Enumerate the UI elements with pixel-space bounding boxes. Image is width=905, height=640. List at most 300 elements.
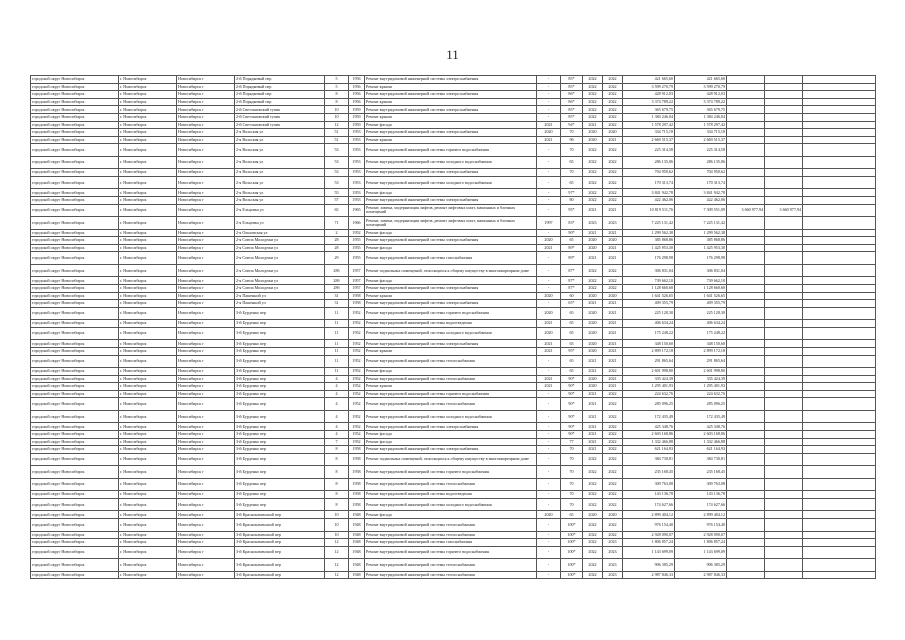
start-year-cell: 2020: [583, 383, 603, 391]
start-year-cell: 2020: [583, 129, 603, 137]
table-row: [31, 98, 876, 106]
house-cell: 53: [325, 176, 349, 189]
settlement-cell: г. Новосибирск: [119, 320, 177, 328]
year-cell: 1958: [349, 478, 365, 491]
empty-cell: [803, 113, 876, 121]
street-cell: 3-й Бурденко пер: [235, 320, 325, 328]
empty-cell: [803, 252, 876, 265]
extra-cost2-cell: [765, 438, 803, 446]
locality-cell: Новосибирск г: [177, 423, 235, 431]
year-cell: 1958: [349, 453, 365, 466]
end-year-cell: 2022: [603, 531, 623, 539]
end-year-cell: 2022: [603, 453, 623, 466]
extra-cost-cell: [727, 252, 765, 265]
prev-repair-cell: -: [537, 571, 561, 579]
street-cell: 3-й Бурденко пер: [235, 453, 325, 466]
fund-cost-cell: 1 143 699,09: [675, 546, 727, 559]
street-cell: 3-й Бурденко пер: [235, 466, 325, 479]
wear-cell: 90*: [561, 375, 583, 383]
start-year-cell: 2022: [583, 453, 603, 466]
year-cell: 1952: [349, 229, 365, 237]
extra-cost-cell: [727, 531, 765, 539]
settlement-cell: г. Новосибирск: [119, 355, 177, 368]
house-cell: 28б: [325, 285, 349, 293]
municipality-cell: городской округ Новосибирск: [31, 398, 119, 411]
extra-cost-cell: [727, 347, 765, 355]
start-year-cell: 2022: [583, 98, 603, 106]
table-row: [31, 113, 876, 121]
house-cell: 28: [325, 244, 349, 252]
end-year-cell: 2021: [603, 244, 623, 252]
work-type-cell: Ремонт внутридомовой инженерной системы горячего водоснабжения: [365, 144, 537, 157]
house-cell: 10: [325, 531, 349, 539]
street-cell: 2-я Ельцовка ул: [235, 204, 325, 217]
house-cell: 4: [325, 375, 349, 383]
end-year-cell: 2023: [603, 571, 623, 579]
locality-cell: Новосибирск г: [177, 559, 235, 572]
settlement-cell: г. Новосибирск: [119, 519, 177, 532]
year-cell: 1948: [349, 531, 365, 539]
extra-cost-cell: [727, 498, 765, 511]
settlement-cell: г. Новосибирск: [119, 76, 177, 84]
total-cost-cell: 335 424,39: [623, 375, 675, 383]
total-cost-cell: 1 128 660,60: [623, 285, 675, 293]
street-cell: 2-я Вольская ул: [235, 197, 325, 205]
work-type-cell: Ремонт крыши: [365, 136, 537, 144]
house-cell: 5: [325, 83, 349, 91]
locality-cell: Новосибирск г: [177, 340, 235, 348]
empty-cell: [803, 466, 876, 479]
locality-cell: Новосибирск г: [177, 237, 235, 245]
fund-cost-cell: 2 899 172,18: [675, 347, 727, 355]
house-cell: 10: [325, 106, 349, 114]
extra-cost-cell: [727, 571, 765, 579]
municipality-cell: городской округ Новосибирск: [31, 559, 119, 572]
house-cell: 57: [325, 197, 349, 205]
year-cell: 1958: [349, 491, 365, 499]
work-type-cell: Ремонт внутридомовой инженерной системы холодного водоснабжения: [365, 498, 537, 511]
locality-cell: Новосибирск г: [177, 76, 235, 84]
fund-cost-cell: 1 806 857,24: [675, 539, 727, 547]
wear-cell: 70: [561, 453, 583, 466]
fund-cost-cell: 224 632,76: [675, 390, 727, 398]
house-cell: 10: [325, 519, 349, 532]
settlement-cell: г. Новосибирск: [119, 398, 177, 411]
end-year-cell: 2021: [603, 229, 623, 237]
settlement-cell: г. Новосибирск: [119, 491, 177, 499]
total-cost-cell: 175 248,22: [623, 327, 675, 340]
work-type-cell: Ремонт внутридомовой инженерной системы водоотведения: [365, 491, 537, 499]
total-cost-cell: 235 168,45: [623, 466, 675, 479]
empty-cell: [803, 531, 876, 539]
municipality-cell: городской округ Новосибирск: [31, 264, 119, 277]
municipality-cell: городской округ Новосибирск: [31, 244, 119, 252]
work-type-cell: Ремонт внутридомовой инженерной системы холодного водоснабжения: [365, 327, 537, 340]
work-type-cell: Ремонт внутридомовой инженерной системы электроснабжения: [365, 169, 537, 177]
total-cost-cell: 425 348,76: [623, 423, 675, 431]
house-cell: 31: [325, 292, 349, 300]
work-type-cell: Ремонт фасада: [365, 511, 537, 519]
settlement-cell: г. Новосибирск: [119, 264, 177, 277]
fund-cost-cell: 739 662,10: [675, 277, 727, 285]
extra-cost-cell: [727, 91, 765, 99]
prev-repair-cell: 2021: [537, 320, 561, 328]
municipality-cell: городской округ Новосибирск: [31, 368, 119, 376]
house-cell: 11: [325, 307, 349, 320]
municipality-cell: городской округ Новосибирск: [31, 217, 119, 230]
settlement-cell: г. Новосибирск: [119, 106, 177, 114]
work-type-cell: Ремонт внутридомовой инженерной системы теплоснабжения: [365, 519, 537, 532]
empty-cell: [803, 121, 876, 129]
total-cost-cell: 621 164,93: [623, 446, 675, 454]
extra-cost2-cell: [765, 144, 803, 157]
street-cell: 2-я Союза Молодежи ул: [235, 277, 325, 285]
extra-cost2-cell: [765, 519, 803, 532]
empty-cell: [803, 176, 876, 189]
fund-cost-cell: 2 928 090,07: [675, 531, 727, 539]
wear-cell: 100*: [561, 519, 583, 532]
prev-repair-cell: -: [537, 204, 561, 217]
work-type-cell: Ремонт внутридомовой инженерной системы холодного водоснабжения: [365, 410, 537, 423]
empty-cell: [803, 390, 876, 398]
extra-cost-cell: [727, 307, 765, 320]
start-year-cell: 2022: [583, 491, 603, 499]
extra-cost2-cell: [765, 423, 803, 431]
empty-cell: [803, 410, 876, 423]
municipality-cell: городской округ Новосибирск: [31, 438, 119, 446]
house-cell: 11: [325, 355, 349, 368]
end-year-cell: 2022: [603, 478, 623, 491]
table-row: [31, 539, 876, 547]
total-cost-cell: 172 435,49: [623, 410, 675, 423]
start-year-cell: 2020: [583, 237, 603, 245]
year-cell: 1956: [349, 91, 365, 99]
street-cell: 3-й Бурденко пер: [235, 368, 325, 376]
prev-repair-cell: -: [537, 285, 561, 293]
year-cell: 1959: [349, 121, 365, 129]
prev-repair-cell: 2020: [537, 129, 561, 137]
work-type-cell: Ремонт внутридомовой инженерной системы холодного водоснабжения: [365, 176, 537, 189]
locality-cell: Новосибирск г: [177, 121, 235, 129]
wear-cell: 85*: [561, 106, 583, 114]
work-type-cell: Ремонт внутридомовой инженерной системы холодного водоснабжения: [365, 156, 537, 169]
settlement-cell: г. Новосибирск: [119, 83, 177, 91]
work-type-cell: Ремонт фасада: [365, 438, 537, 446]
municipality-cell: городской округ Новосибирск: [31, 423, 119, 431]
street-cell: 2-я Вольская ул: [235, 129, 325, 137]
settlement-cell: г. Новосибирск: [119, 559, 177, 572]
settlement-cell: г. Новосибирск: [119, 327, 177, 340]
locality-cell: Новосибирск г: [177, 156, 235, 169]
end-year-cell: 2022: [603, 423, 623, 431]
capital-repair-table: [30, 75, 876, 579]
table-row: [31, 431, 876, 439]
prev-repair-cell: -: [537, 546, 561, 559]
house-cell: 51: [325, 129, 349, 137]
end-year-cell: 2022: [603, 144, 623, 157]
house-cell: 4: [325, 423, 349, 431]
empty-cell: [803, 511, 876, 519]
year-cell: 1953: [349, 176, 365, 189]
locality-cell: Новосибирск г: [177, 217, 235, 230]
end-year-cell: 2022: [603, 410, 623, 423]
end-year-cell: 2022: [603, 176, 623, 189]
street-cell: 3-й Бурденко пер: [235, 478, 325, 491]
extra-cost2-cell: [765, 217, 803, 230]
prev-repair-cell: -: [537, 106, 561, 114]
locality-cell: Новосибирск г: [177, 539, 235, 547]
locality-cell: Новосибирск г: [177, 478, 235, 491]
settlement-cell: г. Новосибирск: [119, 229, 177, 237]
work-type-cell: Ремонт внутридомовой инженерной системы теплоснабжения: [365, 478, 537, 491]
table-row: [31, 307, 876, 320]
total-cost-cell: 309 763,08: [623, 478, 675, 491]
empty-cell: [803, 340, 876, 348]
year-cell: 1952: [349, 398, 365, 411]
year-cell: 1952: [349, 320, 365, 328]
municipality-cell: городской округ Новосибирск: [31, 410, 119, 423]
table-row: [31, 252, 876, 265]
work-type-cell: Ремонт подвальных помещений, относящихся к общему имуществу в многоквартирном доме: [365, 453, 537, 466]
end-year-cell: 2022: [603, 491, 623, 499]
municipality-cell: городской округ Новосибирск: [31, 390, 119, 398]
table-row: [31, 244, 876, 252]
extra-cost-cell: [727, 539, 765, 547]
extra-cost2-cell: [765, 264, 803, 277]
prev-repair-cell: -: [537, 91, 561, 99]
prev-repair-cell: 2020: [537, 292, 561, 300]
total-cost-cell: 7 225 131,42: [623, 217, 675, 230]
locality-cell: Новосибирск г: [177, 98, 235, 106]
total-cost-cell: 1 641 526,65: [623, 292, 675, 300]
total-cost-cell: 739 662,10: [623, 277, 675, 285]
work-type-cell: Ремонт фасада: [365, 229, 537, 237]
fund-cost-cell: 1 332 466,88: [675, 438, 727, 446]
municipality-cell: городской округ Новосибирск: [31, 156, 119, 169]
street-cell: 2-я Вольская ул: [235, 176, 325, 189]
extra-cost2-cell: [765, 156, 803, 169]
table-row: [31, 375, 876, 383]
wear-cell: 97*: [561, 189, 583, 197]
total-cost-cell: 406 634,24: [623, 320, 675, 328]
fund-cost-cell: 1 299 562,38: [675, 229, 727, 237]
total-cost-cell: 976 154,40: [623, 519, 675, 532]
settlement-cell: г. Новосибирск: [119, 169, 177, 177]
house-cell: 28: [325, 237, 349, 245]
street-cell: 2-я Вольская ул: [235, 169, 325, 177]
street-cell: 3-й Бурденко пер: [235, 398, 325, 411]
table-row: [31, 491, 876, 499]
table-row: [31, 136, 876, 144]
extra-cost2-cell: [765, 383, 803, 391]
work-type-cell: Ремонт внутридомовой инженерной системы электроснабжения: [365, 91, 537, 99]
wear-cell: 100*: [561, 539, 583, 547]
year-cell: 1952: [349, 347, 365, 355]
total-cost-cell: 2 987 846,33: [623, 571, 675, 579]
street-cell: 2-я Союза Молодежи ул: [235, 244, 325, 252]
settlement-cell: г. Новосибирск: [119, 204, 177, 217]
prev-repair-cell: -: [537, 559, 561, 572]
extra-cost-cell: [727, 519, 765, 532]
work-type-cell: Ремонт внутридомовой инженерной системы горячего водоснабжения: [365, 466, 537, 479]
start-year-cell: 2022: [583, 519, 603, 532]
wear-cell: 85*: [561, 83, 583, 91]
fund-cost-cell: 2 669 515,37: [675, 136, 727, 144]
year-cell: 1952: [349, 438, 365, 446]
municipality-cell: городской округ Новосибирск: [31, 197, 119, 205]
extra-cost2-cell: [765, 292, 803, 300]
municipality-cell: городской округ Новосибирск: [31, 307, 119, 320]
fund-cost-cell: 306 831,04: [675, 264, 727, 277]
table-row: [31, 76, 876, 84]
wear-cell: 100*: [561, 546, 583, 559]
work-type-cell: Ремонт внутридомовой инженерной системы электроснабжения: [365, 76, 537, 84]
extra-cost-cell: [727, 197, 765, 205]
fund-cost-cell: 1 578 297,42: [675, 121, 727, 129]
settlement-cell: г. Новосибирск: [119, 300, 177, 308]
extra-cost-cell: [727, 121, 765, 129]
settlement-cell: г. Новосибирск: [119, 453, 177, 466]
prev-repair-cell: 2020: [537, 237, 561, 245]
work-type-cell: Ремонт внутридомовой инженерной системы электроснабжения: [365, 237, 537, 245]
extra-cost-cell: [727, 237, 765, 245]
municipality-cell: городской округ Новосибирск: [31, 98, 119, 106]
wear-cell: 100*: [561, 531, 583, 539]
extra-cost2-cell: [765, 136, 803, 144]
locality-cell: Новосибирск г: [177, 277, 235, 285]
table-row: [31, 478, 876, 491]
house-cell: 28б: [325, 264, 349, 277]
extra-cost2-cell: [765, 491, 803, 499]
prev-repair-cell: -: [537, 438, 561, 446]
fund-cost-cell: 175 248,22: [675, 327, 727, 340]
start-year-cell: 2022: [583, 113, 603, 121]
work-type-cell: Ремонт, замена, модернизация лифтов, ремонт лифтовых шахт, машинных и блочных помещений: [365, 217, 537, 230]
house-cell: 4: [325, 410, 349, 423]
prev-repair-cell: -: [537, 423, 561, 431]
settlement-cell: г. Новосибирск: [119, 431, 177, 439]
fund-cost-cell: 385 868,86: [675, 237, 727, 245]
municipality-cell: городской округ Новосибирск: [31, 292, 119, 300]
municipality-cell: городской округ Новосибирск: [31, 519, 119, 532]
wear-cell: 65: [561, 368, 583, 376]
locality-cell: Новосибирск г: [177, 431, 235, 439]
municipality-cell: городской округ Новосибирск: [31, 531, 119, 539]
fund-cost-cell: 704 950,62: [675, 169, 727, 177]
end-year-cell: 2020: [603, 237, 623, 245]
municipality-cell: городской округ Новосибирск: [31, 229, 119, 237]
extra-cost-cell: [727, 300, 765, 308]
start-year-cell: 2022: [583, 559, 603, 572]
start-year-cell: 2022: [583, 478, 603, 491]
total-cost-cell: 170 313,74: [623, 176, 675, 189]
year-cell: 1948: [349, 546, 365, 559]
settlement-cell: г. Новосибирск: [119, 478, 177, 491]
municipality-cell: городской округ Новосибирск: [31, 169, 119, 177]
end-year-cell: 2023: [603, 546, 623, 559]
end-year-cell: 2022: [603, 446, 623, 454]
end-year-cell: 2022: [603, 76, 623, 84]
prev-repair-cell: -: [537, 478, 561, 491]
end-year-cell: 2023: [603, 217, 623, 230]
end-year-cell: 2021: [603, 136, 623, 144]
fund-cost-cell: 348 150,60: [675, 340, 727, 348]
table-row: [31, 300, 876, 308]
wear-cell: 70: [561, 169, 583, 177]
empty-cell: [803, 156, 876, 169]
extra-cost2-cell: [765, 347, 803, 355]
work-type-cell: Ремонт внутридомовой инженерной системы теплоснабжения: [365, 531, 537, 539]
extra-cost2-cell: [765, 176, 803, 189]
settlement-cell: г. Новосибирск: [119, 244, 177, 252]
locality-cell: Новосибирск г: [177, 546, 235, 559]
total-cost-cell: 704 950,62: [623, 169, 675, 177]
start-year-cell: 2022: [583, 156, 603, 169]
municipality-cell: городской округ Новосибирск: [31, 189, 119, 197]
municipality-cell: городской округ Новосибирск: [31, 571, 119, 579]
total-cost-cell: 291 865,64: [623, 355, 675, 368]
work-type-cell: Ремонт фасада: [365, 277, 537, 285]
extra-cost2-cell: [765, 129, 803, 137]
work-type-cell: Ремонт внутридомовой инженерной системы газоснабжения: [365, 252, 537, 265]
start-year-cell: 2022: [583, 176, 603, 189]
extra-cost-cell: [727, 559, 765, 572]
locality-cell: Новосибирск г: [177, 144, 235, 157]
extra-cost-cell: [727, 431, 765, 439]
extra-cost-cell: [727, 390, 765, 398]
municipality-cell: городской округ Новосибирск: [31, 106, 119, 114]
extra-cost-cell: [727, 277, 765, 285]
year-cell: 1959: [349, 113, 365, 121]
table-row: [31, 546, 876, 559]
street-cell: 2-я Ольховская ул: [235, 229, 325, 237]
wear-cell: 70: [561, 129, 583, 137]
street-cell: 3-й Краснокаменский пер: [235, 546, 325, 559]
start-year-cell: 2022: [583, 76, 603, 84]
municipality-cell: городской округ Новосибирск: [31, 204, 119, 217]
empty-cell: [803, 264, 876, 277]
settlement-cell: г. Новосибирск: [119, 277, 177, 285]
municipality-cell: городской округ Новосибирск: [31, 76, 119, 84]
locality-cell: Новосибирск г: [177, 390, 235, 398]
locality-cell: Новосибирск г: [177, 113, 235, 121]
empty-cell: [803, 217, 876, 230]
end-year-cell: 2021: [603, 204, 623, 217]
street-cell: 3-й Краснокаменский пер: [235, 531, 325, 539]
fund-cost-cell: 422 462,06: [675, 197, 727, 205]
extra-cost-cell: [727, 244, 765, 252]
locality-cell: Новосибирск г: [177, 106, 235, 114]
empty-cell: [803, 197, 876, 205]
year-cell: 1965: [349, 204, 365, 217]
extra-cost2-cell: [765, 375, 803, 383]
settlement-cell: г. Новосибирск: [119, 129, 177, 137]
fund-cost-cell: 1 384 246,04: [675, 113, 727, 121]
wear-cell: 83*: [561, 217, 583, 230]
year-cell: 1957: [349, 264, 365, 277]
municipality-cell: городской округ Новосибирск: [31, 491, 119, 499]
total-cost-cell: 143 136,78: [623, 491, 675, 499]
year-cell: 1958: [349, 446, 365, 454]
table-row: [31, 197, 876, 205]
year-cell: 1952: [349, 423, 365, 431]
house-cell: 8: [325, 491, 349, 499]
wear-cell: 96: [561, 136, 583, 144]
street-cell: 3-й Краснокаменский пер: [235, 559, 325, 572]
extra-cost2-cell: [765, 300, 803, 308]
fund-cost-cell: 406 634,24: [675, 320, 727, 328]
settlement-cell: г. Новосибирск: [119, 252, 177, 265]
